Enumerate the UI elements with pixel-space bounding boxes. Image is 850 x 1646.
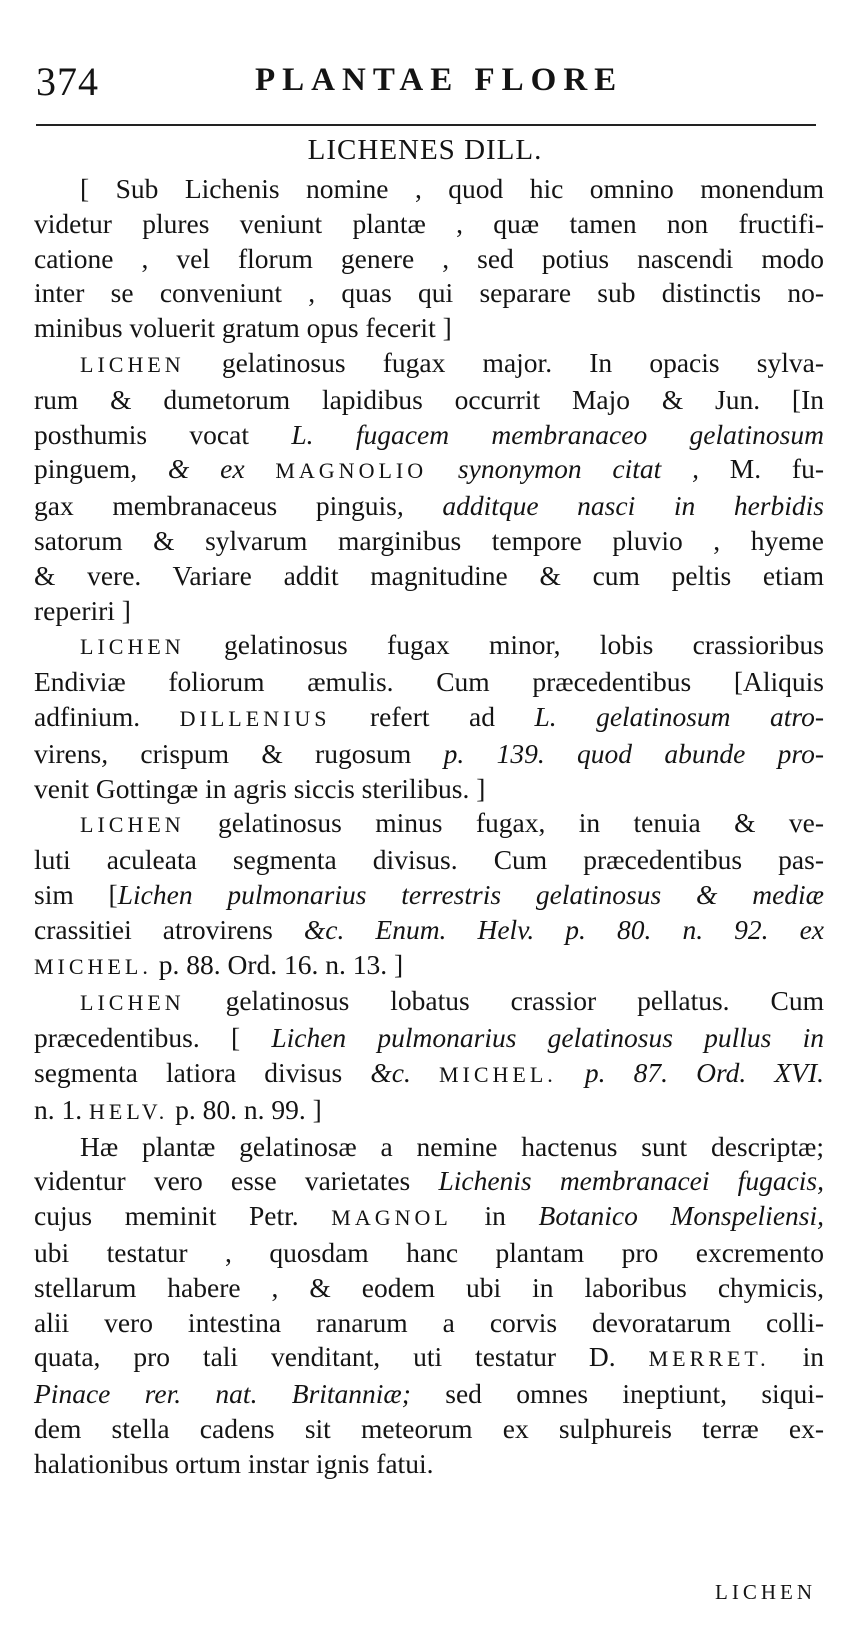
text-run: pinguem — [34, 453, 131, 485]
text-run: & vere. Variare addit magnitudine & cum peltis etiam — [34, 559, 824, 591]
text-run: p. 80. n. 99. ] — [168, 1093, 322, 1125]
text-run: alii vero intestina ranarum a corvis devoratarum colli- — [34, 1306, 824, 1338]
text-line — [34, 311, 824, 346]
text-line — [34, 843, 824, 878]
text-line — [34, 1130, 824, 1165]
text-run: cujus meminit Petr. — [34, 1200, 332, 1232]
text-line — [34, 1164, 824, 1199]
text-run: LICHEN — [80, 812, 185, 838]
text-run: HELV. — [89, 1098, 169, 1124]
text-line — [34, 1199, 824, 1236]
text-run: stellarum habere , & eodem ubi in laboribus chymicis, — [34, 1271, 824, 1303]
text-run: crassitiei atrovirens — [34, 913, 273, 945]
text-line — [34, 1093, 824, 1130]
text-line — [34, 1021, 824, 1056]
text-run: posthumis vocat — [34, 418, 292, 450]
text-run: LICHEN — [80, 351, 185, 377]
text-run: segmenta latiora divisus — [34, 1056, 343, 1088]
text-run: gelatinosus fugax major. In opacis sylva- — [184, 346, 824, 378]
text-line — [34, 594, 824, 629]
text-run: quata, pro tali venditant, uti testatur D. — [34, 1341, 649, 1373]
text-line — [34, 878, 824, 913]
text-run: p. 88. Ord. 16. n. 13. ] — [151, 948, 404, 980]
text-run: crispum & rugosum — [140, 737, 412, 769]
text-run: in — [769, 1341, 824, 1373]
text-run: satorum & sylvarum marginibus tempore pluvio , hyeme — [34, 524, 824, 556]
text-run: &c. — [342, 1056, 439, 1088]
body-text — [34, 172, 824, 1481]
text-run: LICHEN — [80, 990, 185, 1016]
text-run: refert ad — [330, 700, 535, 732]
text-run: &c. Enum. Helv. p. 80. n. 92. ex — [272, 913, 824, 945]
text-line — [34, 207, 824, 242]
text-run: reperiri ] — [34, 594, 131, 626]
text-run: , & ex — [130, 453, 276, 485]
text-line — [34, 559, 824, 594]
text-run: MICHEL. — [34, 953, 152, 979]
text-run: MERRET. — [648, 1346, 770, 1372]
text-line — [34, 418, 824, 453]
text-run: gelatinosus fugax minor, lobis crassioribus — [184, 629, 824, 661]
text-run: luti aculeata segmenta divisus. Cum præcedentibus pas- — [34, 844, 824, 876]
text-run: Lichenis membranacei fugacis, — [438, 1165, 824, 1197]
text-line — [34, 383, 824, 418]
text-line — [34, 1271, 824, 1306]
text-run: rum & dumetorum lapidibus occurrit Majo & Jun. [In — [34, 383, 824, 415]
text-line — [34, 1340, 824, 1377]
text-line — [34, 1412, 824, 1447]
text-run: , — [101, 737, 141, 769]
text-run: Endiviæ foliorum æmulis. Cum præcedentibus [Aliquis — [34, 666, 824, 698]
text-line — [34, 737, 824, 772]
text-run: [ Sub Lichenis nomine , quod hic omnino monendum — [80, 173, 824, 204]
text-run: videtur plures veniunt plantæ , quæ tamen non fructifi- — [34, 207, 824, 239]
text-run: præcedentibus. [ — [34, 1022, 272, 1054]
text-run: synonymon citat , — [427, 453, 730, 485]
text-run: gelatinosus minus fugax, in tenuia & ve- — [184, 807, 824, 839]
text-line — [34, 452, 824, 489]
text-run: n. 1. — [34, 1093, 89, 1125]
text-run: , additque nasci in herbidis — [396, 490, 824, 522]
text-line — [34, 524, 824, 559]
text-run: Hæ plantæ gelatinosæ a nemine hactenus sunt descriptæ; — [80, 1130, 824, 1162]
text-run: p. 139. quod abunde pro- — [411, 737, 824, 769]
page-number: 374 — [36, 59, 99, 104]
text-run: sed omnes ineptiunt, siqui- — [410, 1378, 824, 1410]
text-line — [34, 665, 824, 700]
text-run: dem stella cadens sit meteorum ex sulphureis terræ ex- — [34, 1412, 824, 1444]
text-line — [34, 276, 824, 311]
text-line — [34, 1056, 824, 1093]
text-line — [34, 984, 824, 1021]
text-line — [34, 913, 824, 948]
text-run: Lichen pulmonarius gelatinosus pullus in — [271, 1022, 824, 1054]
text-run: MAGNOLIO — [275, 458, 428, 484]
text-line — [34, 242, 824, 277]
text-run: L. fugacem membranaceo gelatinosum — [291, 418, 824, 450]
running-head: PLANTAE FLORE — [255, 62, 624, 98]
text-line — [34, 1377, 824, 1412]
text-line — [34, 806, 824, 843]
text-run: MICHEL. — [438, 1061, 557, 1087]
text-line — [34, 489, 824, 524]
text-line — [34, 172, 824, 207]
text-run: M. fu- — [729, 453, 824, 485]
text-run: inter se conveniunt , quas qui separare sub distinctis no- — [34, 277, 824, 309]
text-run: DILLENIUS — [179, 705, 331, 731]
text-run: Botanico Monspeliensi, — [538, 1200, 824, 1232]
text-line — [34, 1236, 824, 1271]
text-run: gax membranaceus pinguis — [34, 490, 397, 522]
text-run: Lichen pulmonarius terrestris gelatinosus & mediæ — [117, 878, 825, 910]
text-line — [34, 700, 824, 737]
text-run: p. 87. Ord. XVI. — [556, 1056, 824, 1088]
text-line — [34, 346, 824, 383]
text-line — [34, 628, 824, 665]
text-run: minibus voluerit gratum opus fecerit ] — [34, 312, 452, 344]
text-line — [34, 1306, 824, 1341]
text-line — [34, 948, 824, 985]
text-run: Pinace rer. nat. Britanniæ; — [34, 1378, 411, 1410]
text-line — [34, 772, 824, 807]
catchword: LICHEN — [715, 1580, 816, 1604]
text-run: LICHEN — [80, 634, 185, 660]
section-title: LICHENES DILL. — [307, 134, 543, 166]
text-run: venit Gottingæ in agris siccis sterilibus. ] — [34, 772, 486, 804]
text-run: L. gelatinosum atro- — [534, 700, 824, 732]
text-run: gelatinosus lobatus crassior pellatus. Cum — [184, 985, 824, 1017]
text-run: virens — [34, 737, 102, 769]
text-run: catione , vel florum genere , sed potius nascendi modo — [34, 242, 824, 274]
header-rule — [36, 124, 816, 126]
text-run: MAGNOL — [331, 1205, 452, 1231]
text-run: adfinium. — [34, 700, 180, 732]
text-run: videntur vero esse varietates — [34, 1165, 439, 1197]
text-run: sim [ — [34, 878, 118, 910]
text-line — [34, 1447, 824, 1482]
text-run: in — [451, 1200, 539, 1232]
text-run: halationibus ortum instar ignis fatui. — [34, 1447, 434, 1479]
text-run: ubi testatur , quosdam hanc plantam pro excremento — [34, 1236, 824, 1268]
